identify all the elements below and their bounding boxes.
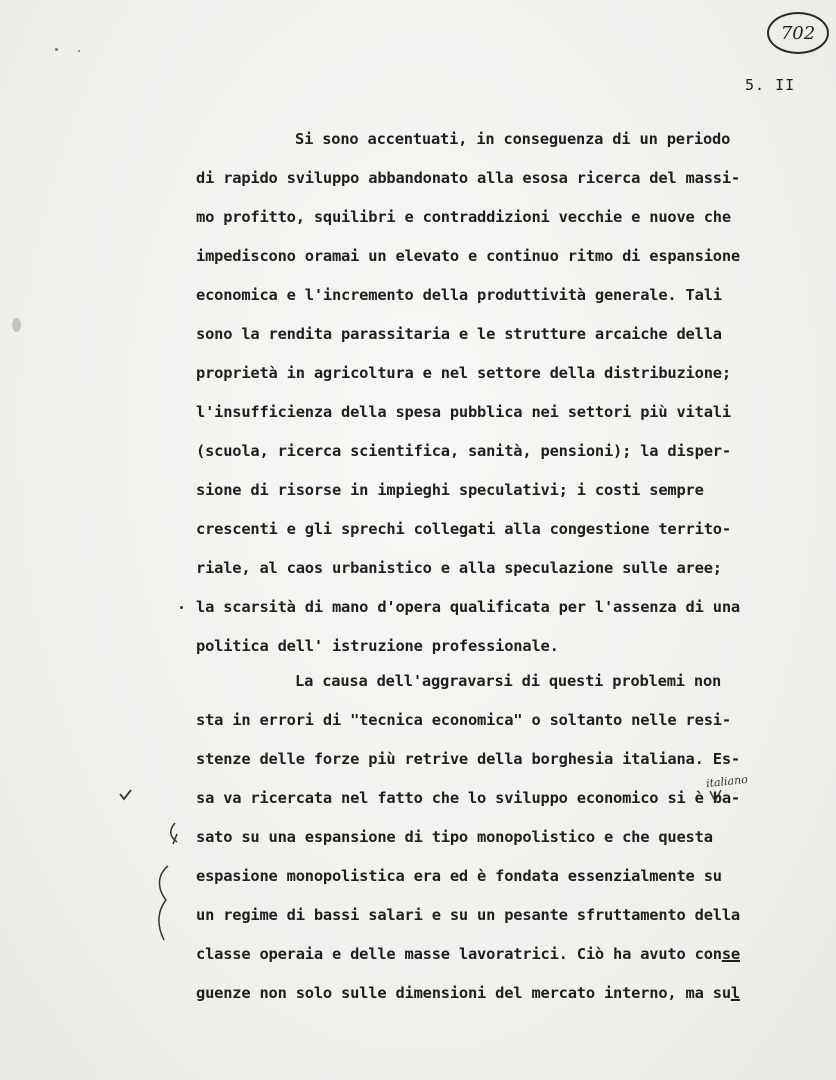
text-fragment: guenze non solo sulle dimensioni del mercato interno, ma su	[196, 984, 731, 1002]
text-line: impediscono oramai un elevato e continuo ritmo di espansione	[196, 247, 740, 265]
page-number: 5. II	[745, 76, 796, 94]
paper-speck	[78, 50, 80, 52]
text-line: sono la rendita parassitaria e le strutture arcaiche della	[196, 325, 722, 343]
text-line: proprietà in agricoltura e nel settore della distribuzione;	[196, 364, 731, 382]
text-fragment: sa va ricercata nel fatto che lo sviluppo economico	[196, 789, 659, 807]
text-line: l'insufficienza della spesa pubblica nei settori più vitali	[196, 403, 731, 421]
margin-bracket-icon	[165, 820, 185, 850]
text-fragment: classe operaia e delle masse lavoratrici. Ciò ha avuto con	[196, 945, 722, 963]
text-line: crescenti e gli sprechi collegati alla congestione territo-	[196, 520, 731, 538]
text-line: stenze delle forze più retrive della borghesia italiana. Es-	[196, 750, 740, 768]
underlined-fragment: l	[730, 984, 740, 1002]
paper-speck	[55, 48, 58, 51]
text-line: la scarsità di mano d'opera qualificata per l'assenza di una	[196, 598, 740, 616]
paragraph-2	[196, 662, 796, 1013]
paragraph-1	[196, 120, 796, 666]
text-line: un regime di bassi salari e su un pesante sfruttamento della	[196, 906, 740, 924]
insertion-caret-icon	[708, 788, 724, 804]
text-line: espasione monopolistica era ed è fondata essenzialmente su	[196, 867, 722, 885]
text-line: (scuola, ricerca scientifica, sanità, pensioni); la disper-	[196, 442, 731, 460]
text-line: di rapido sviluppo abbandonato alla esosa ricerca del massi-	[196, 169, 740, 187]
margin-brace-icon	[150, 862, 176, 944]
underlined-fragment: se	[721, 945, 740, 963]
handwritten-insertion: italiano	[705, 772, 749, 791]
checkmark-icon	[118, 786, 134, 802]
paper-speck	[12, 318, 21, 332]
text-line	[196, 935, 796, 974]
margin-dot	[180, 606, 183, 609]
text-fragment: si è ba-	[658, 789, 740, 807]
text-line: politica dell' istruzione professionale.	[196, 637, 559, 655]
text-line: sta in errori di "tecnica economica" o soltanto nelle resi-	[196, 711, 731, 729]
text-line: Si sono accentuati, in conseguenza di un periodo	[295, 130, 731, 148]
text-line	[196, 974, 796, 1013]
text-line: sione di risorse in impieghi speculativi; i costi sempre	[196, 481, 704, 499]
text-line: sato su una espansione di tipo monopolistico e che questa	[196, 828, 713, 846]
text-line: La causa dell'aggravarsi di questi problemi non	[295, 672, 722, 690]
text-line: riale, al caos urbanistico e alla speculazione sulle aree;	[196, 559, 722, 577]
text-line: mo profitto, squilibri e contraddizioni vecchie e nuove che	[196, 208, 731, 226]
text-line: economica e l'incremento della produttività generale. Tali	[196, 286, 722, 304]
archive-number-stamp: 702	[767, 12, 829, 54]
